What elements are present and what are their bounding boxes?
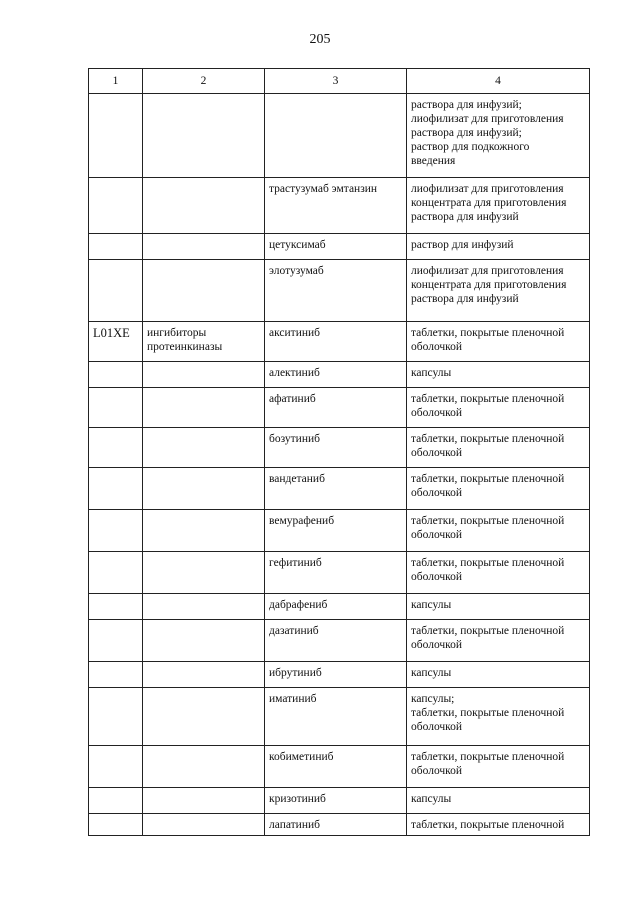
dosage-form-cell (407, 746, 590, 788)
dosage-form-line: капсулы (411, 793, 452, 805)
dosage-form-cell (407, 322, 590, 362)
drug-name-cell (265, 94, 407, 178)
table-row (89, 594, 590, 620)
drug-list-table (88, 68, 590, 836)
dosage-form-cell (407, 362, 590, 388)
atc-code-cell (89, 814, 143, 836)
dosage-form-line: таблетки, покрытые пленочной (411, 819, 565, 831)
pharmacological-group-cell (143, 552, 265, 594)
atc-code-cell (89, 260, 143, 322)
pharmacological-group-cell (143, 388, 265, 428)
dosage-form-cell (407, 594, 590, 620)
drug-name-cell: дазатиниб (265, 620, 407, 662)
atc-code-cell (89, 510, 143, 552)
page-number: 205 (309, 32, 331, 47)
dosage-form-cell (407, 620, 590, 662)
drug-name-cell: кобиметиниб (265, 746, 407, 788)
atc-code-cell (89, 362, 143, 388)
header-row (89, 69, 590, 94)
dosage-form-line: раствора для инфузий; (411, 127, 522, 139)
dosage-form-line: таблетки, покрытые пленочной (411, 327, 565, 339)
atc-code-cell (89, 746, 143, 788)
dosage-form-line: лиофилизат для приготовления (411, 183, 564, 195)
table-row (89, 388, 590, 428)
dosage-form-line: капсулы (411, 599, 452, 611)
dosage-form-line: таблетки, покрытые пленочной (411, 515, 565, 527)
dosage-form-line: таблетки, покрытые пленочной (411, 557, 565, 569)
header-col-1: 1 (89, 69, 143, 94)
table-row (89, 468, 590, 510)
pharmacological-group-cell (143, 178, 265, 234)
pharmacological-group-cell (143, 788, 265, 814)
drug-name-cell: гефитиниб (265, 552, 407, 594)
drug-name-cell: вандетаниб (265, 468, 407, 510)
table-row (89, 814, 590, 836)
atc-code-cell (89, 178, 143, 234)
atc-code-cell (89, 594, 143, 620)
dosage-form-line: раствор для инфузий (411, 239, 514, 251)
pharmacological-group-cell (143, 260, 265, 322)
dosage-form-line: раствора для инфузий (411, 211, 519, 223)
dosage-form-line: оболочкой (411, 447, 463, 459)
dosage-form-line: оболочкой (411, 407, 463, 419)
dosage-form-cell (407, 388, 590, 428)
dosage-form-line: капсулы (411, 667, 452, 679)
dosage-form-line: капсулы; (411, 693, 455, 705)
dosage-form-cell (407, 552, 590, 594)
header-col-2: 2 (143, 69, 265, 94)
pharmacological-group-cell (143, 620, 265, 662)
drug-name-cell: цетуксимаб (265, 234, 407, 260)
dosage-form-line: раствора для инфузий (411, 293, 519, 305)
drug-name-cell: лапатиниб (265, 814, 407, 836)
atc-code-cell (89, 552, 143, 594)
atc-code-cell (89, 662, 143, 688)
dosage-form-cell (407, 260, 590, 322)
table-row (89, 94, 590, 178)
table-row (89, 688, 590, 746)
atc-code-cell (89, 620, 143, 662)
pharmacological-group-cell (143, 94, 265, 178)
atc-code-cell (89, 428, 143, 468)
dosage-form-line: таблетки, покрытые пленочной (411, 751, 565, 763)
atc-code-cell (89, 788, 143, 814)
table-row (89, 428, 590, 468)
pharmacological-group-cell (143, 234, 265, 260)
dosage-form-line: таблетки, покрытые пленочной (411, 707, 565, 719)
drug-name-cell: афатиниб (265, 388, 407, 428)
pharmacological-group-cell (143, 814, 265, 836)
dosage-form-line: таблетки, покрытые пленочной (411, 433, 565, 445)
atc-code-cell: L01XE (89, 322, 143, 362)
dosage-form-line: оболочкой (411, 765, 463, 777)
pharmacological-group-cell (143, 594, 265, 620)
dosage-form-line: концентрата для приготовления (411, 279, 567, 291)
pharmacological-group-cell (143, 510, 265, 552)
dosage-form-cell (407, 688, 590, 746)
pharmacological-group-cell: ингибиторы протеинкиназы (143, 322, 265, 362)
drug-name-cell: трастузумаб эмтанзин (265, 178, 407, 234)
dosage-form-line: лиофилизат для приготовления (411, 265, 564, 277)
atc-code-cell (89, 234, 143, 260)
dosage-form-line: таблетки, покрытые пленочной (411, 625, 565, 637)
dosage-form-line: капсулы (411, 367, 452, 379)
drug-name-cell: кризотиниб (265, 788, 407, 814)
drug-name-cell: вемурафениб (265, 510, 407, 552)
table-row (89, 178, 590, 234)
drug-name-cell: алектиниб (265, 362, 407, 388)
dosage-form-line: раствор для подкожного (411, 141, 530, 153)
dosage-form-line: введения (411, 155, 456, 167)
dosage-form-line: оболочкой (411, 639, 463, 651)
pharmacological-group-cell (143, 746, 265, 788)
dosage-form-line: раствора для инфузий; (411, 99, 522, 111)
table-row (89, 510, 590, 552)
dosage-form-line: таблетки, покрытые пленочной (411, 473, 565, 485)
dosage-form-line: оболочкой (411, 487, 463, 499)
drug-name-cell: ибрутиниб (265, 662, 407, 688)
dosage-form-line: таблетки, покрытые пленочной (411, 393, 565, 405)
dosage-form-line: концентрата для приготовления (411, 197, 567, 209)
pharmacological-group-cell (143, 362, 265, 388)
dosage-form-cell (407, 814, 590, 836)
table-row (89, 620, 590, 662)
pharmacological-group-cell (143, 428, 265, 468)
dosage-form-line: оболочкой (411, 721, 463, 733)
drug-name-cell: элотузумаб (265, 260, 407, 322)
table-row (89, 322, 590, 362)
table-row (89, 662, 590, 688)
drug-name-cell: акситиниб (265, 322, 407, 362)
table-row (89, 234, 590, 260)
table-row (89, 746, 590, 788)
dosage-form-cell (407, 662, 590, 688)
atc-code-cell (89, 688, 143, 746)
table-row (89, 552, 590, 594)
atc-code-cell (89, 388, 143, 428)
drug-name-cell: дабрафениб (265, 594, 407, 620)
pharmacological-group-cell (143, 662, 265, 688)
pharmacological-group-cell (143, 688, 265, 746)
drug-name-cell: иматиниб (265, 688, 407, 746)
table-row (89, 260, 590, 322)
atc-code-cell (89, 468, 143, 510)
dosage-form-cell (407, 428, 590, 468)
header-col-4: 4 (407, 69, 590, 94)
dosage-form-cell (407, 788, 590, 814)
dosage-form-cell (407, 468, 590, 510)
table-header (89, 69, 590, 94)
drug-name-cell: бозутиниб (265, 428, 407, 468)
dosage-form-line: лиофилизат для приготовления (411, 113, 564, 125)
dosage-form-cell (407, 510, 590, 552)
table-row (89, 788, 590, 814)
table-row (89, 362, 590, 388)
dosage-form-line: оболочкой (411, 571, 463, 583)
dosage-form-line: оболочкой (411, 529, 463, 541)
header-col-3: 3 (265, 69, 407, 94)
atc-code-cell (89, 94, 143, 178)
table-body (89, 94, 590, 836)
dosage-form-line: оболочкой (411, 341, 463, 353)
pharmacological-group-cell (143, 468, 265, 510)
dosage-form-cell (407, 234, 590, 260)
dosage-form-cell (407, 178, 590, 234)
dosage-form-cell (407, 94, 590, 178)
